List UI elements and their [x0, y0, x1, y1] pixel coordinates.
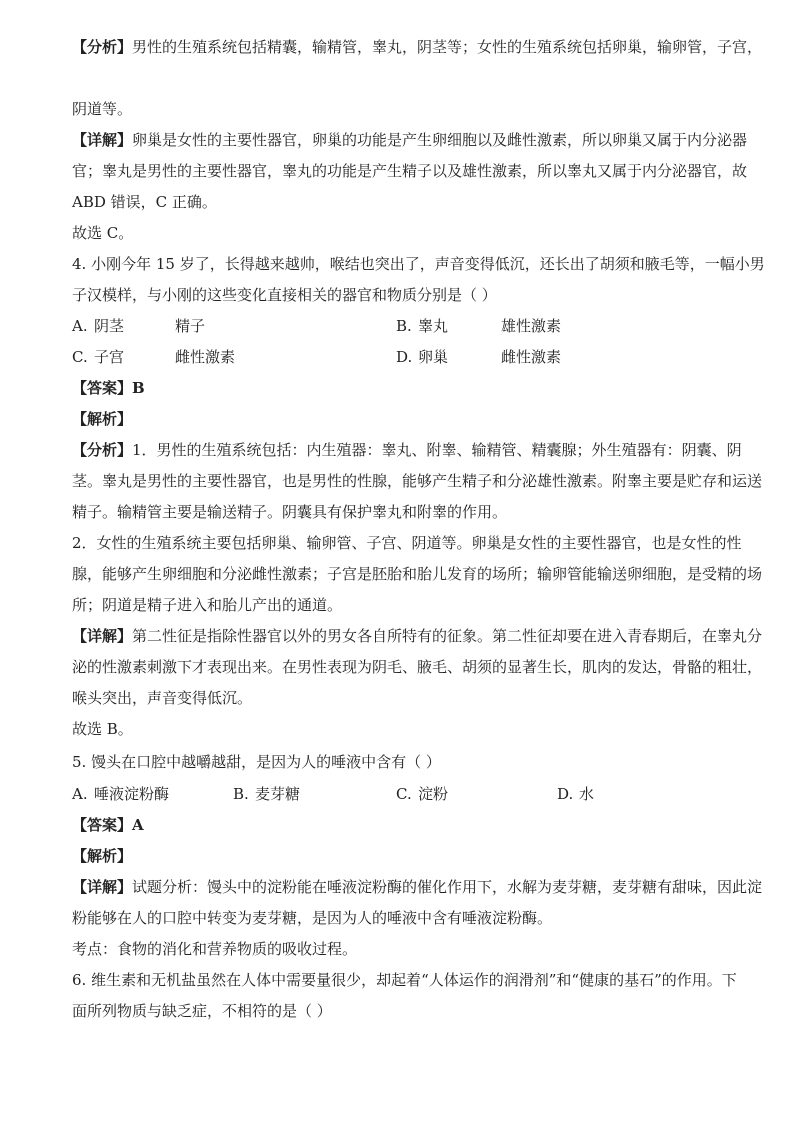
- q4-detail-line-1: 【详解】第二性征是指除性器官以外的男女各自所特有的征象。第二性征却要在进入青春期后，在睾丸分: [72, 627, 763, 645]
- q4-analysis-line-1: 【分析】1．男性的生殖系统包括：内生殖器：睾丸、附睾、输精管、精囊腺；外生殖器有：阴囊、阴: [72, 441, 742, 459]
- detail-tag: 【详解】: [72, 627, 133, 645]
- q4-analysis-line-6: 所；阴道是精子进入和胎儿产出的通道。: [72, 596, 343, 614]
- q4-option-c-label: C.: [72, 348, 88, 366]
- q4-option-b-substance: 雄性激素: [501, 317, 562, 335]
- q5-stem: 5. 馒头在口腔中越嚼越甜，是因为人的唾液中含有（ ）: [72, 753, 441, 771]
- q4-analysis-line-2: 茎。睾丸是男性的主要性器官，也是男性的性腺，能够产生精子和分泌雄性激素。附睾主要是贮存和运送: [72, 472, 763, 490]
- q4-detail-line-2: 泌的性激素刺激下才表现出来。在男性表现为阴毛、腋毛、胡须的显著生长，肌肉的发达，骨骼的粗壮，: [72, 658, 763, 676]
- q5-option-b-label: B.: [233, 785, 249, 803]
- q5-detail-line-2: 粉能够在人的口腔中转变为麦芽糖，是因为人的唾液中含有唾液淀粉酶。: [72, 909, 553, 927]
- q4-detail-line-3: 喉头突出，声音变得低沉。: [72, 689, 253, 707]
- detail-tag: 【详解】: [72, 878, 133, 896]
- q5-option-a-text: 唾液淀粉酶: [94, 785, 170, 803]
- q6-stem-line-2: 面所列物质与缺乏症，不相符的是（ ）: [72, 1002, 332, 1020]
- q4-analysis-line-4: 2．女性的生殖系统主要包括卵巢、输卵管、子宫、阴道等。卵巢是女性的主要性器官，也是女性的性: [72, 534, 742, 552]
- q4-jiexi-tag: 【解析】: [72, 410, 133, 428]
- q4-option-c-organ: 子宫: [94, 348, 125, 366]
- q4-option-d-label: D.: [396, 348, 413, 366]
- q5-jiexi-tag: 【解析】: [72, 847, 133, 865]
- q4-option-b-organ: 睾丸: [418, 317, 449, 335]
- q4-option-a-substance: 精子: [175, 317, 206, 335]
- q4-analysis-line-5: 腺，能够产生卵细胞和分泌雌性激素；子宫是胚胎和胎儿发育的场所；输卵管能输送卵细胞，是受精的场: [72, 565, 763, 583]
- q4-stem-line-2: 子汉模样，与小刚的这些变化直接相关的器官和物质分别是（ ）: [72, 286, 497, 304]
- q3-analysis-line-2: 阴道等。: [72, 100, 133, 118]
- q3-conclusion: 故选 C。: [72, 224, 134, 242]
- q4-option-b-label: B.: [396, 317, 412, 335]
- analysis-tag: 【分析】: [72, 38, 133, 56]
- q4-option-d-organ: 卵巢: [418, 348, 449, 366]
- q3-analysis-line-1: 【分析】男性的生殖系统包括精囊，输精管，睾丸，阴茎等；女性的生殖系统包括卵巢，输卵管，子宫，: [72, 38, 763, 56]
- q3-detail-line-2: 官；睾丸是男性的主要性器官，睾丸的功能是产生精子以及雄性激素，所以睾丸又属于内分泌器官，故: [72, 162, 748, 180]
- q5-option-c-text: 淀粉: [418, 785, 449, 803]
- q4-stem-line-1: 4. 小刚今年 15 岁了，长得越来越帅，喉结也突出了，声音变得低沉，还长出了胡须和腋毛等，一幅小男: [72, 255, 765, 273]
- q5-option-a-label: A.: [72, 785, 88, 803]
- q3-detail-line-1: 【详解】卵巢是女性的主要性器官，卵巢的功能是产生卵细胞以及雌性激素，所以卵巢又属于内分泌器: [72, 131, 748, 149]
- q5-kaodian: 考点：食物的消化和营养物质的吸收过程。: [72, 940, 358, 958]
- q5-answer: 【答案】A: [72, 816, 144, 834]
- q6-stem-line-1: 6. 维生素和无机盐虽然在人体中需要量很少，却起着“人体运作的润滑剂”和“健康的基石”的作用。下: [72, 971, 737, 989]
- q5-detail-line-1: 【详解】试题分析：馒头中的淀粉能在唾液淀粉酶的催化作用下，水解为麦芽糖，麦芽糖有甜味，因此淀: [72, 878, 763, 896]
- q4-option-a-label: A.: [72, 317, 88, 335]
- q5-option-c-label: C.: [396, 785, 412, 803]
- q5-option-d-text: 水: [579, 785, 595, 803]
- q4-analysis-line-3: 精子。输精管主要是输送精子。阴囊具有保护睾丸和附睾的作用。: [72, 503, 508, 521]
- analysis-tag: 【分析】: [72, 441, 133, 459]
- q4-option-c-substance: 雌性激素: [175, 348, 236, 366]
- detail-tag: 【详解】: [72, 131, 133, 149]
- q3-detail-line-3: ABD 错误，C 正确。: [72, 193, 217, 211]
- q4-answer: 【答案】B: [72, 379, 145, 397]
- q5-option-d-label: D.: [557, 785, 574, 803]
- q4-conclusion: 故选 B。: [72, 720, 133, 738]
- q5-option-b-text: 麦芽糖: [255, 785, 301, 803]
- q4-option-d-substance: 雌性激素: [501, 348, 562, 366]
- q4-option-a-organ: 阴茎: [94, 317, 125, 335]
